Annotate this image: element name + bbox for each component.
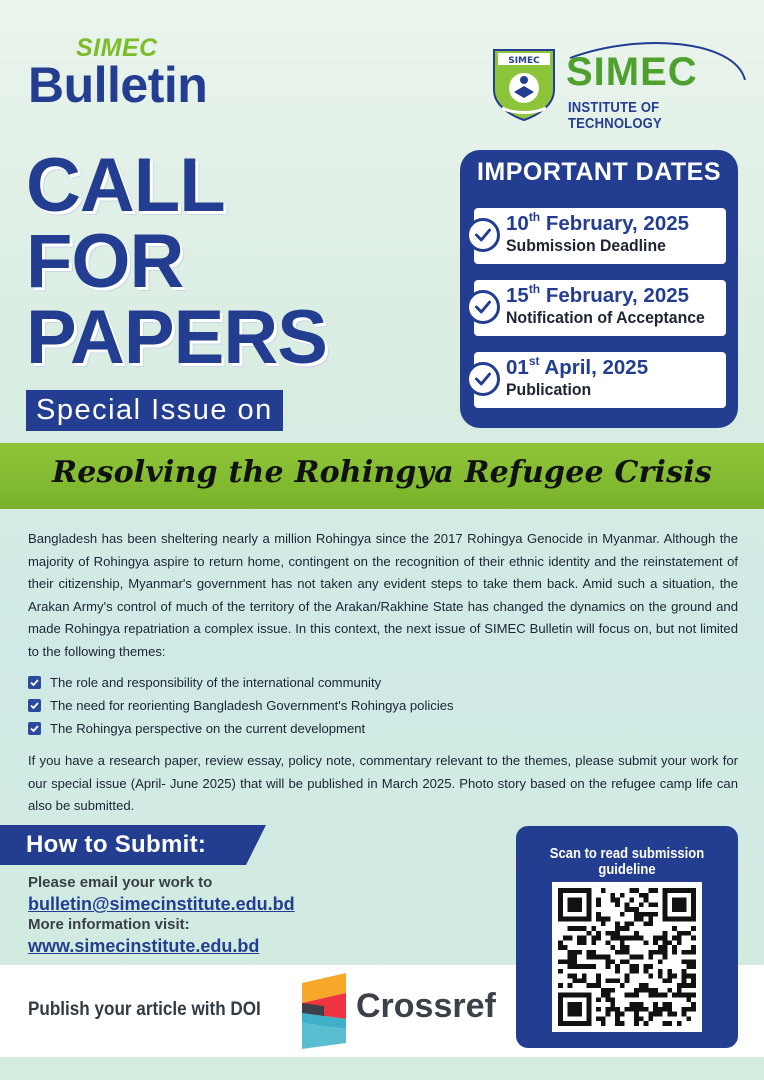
crossref-word: Crossref bbox=[356, 987, 496, 1025]
checkbox-checked-icon bbox=[28, 699, 41, 712]
submit-info bbox=[28, 874, 295, 958]
qr-caption: Scan to read submission guideline bbox=[549, 846, 705, 878]
qr-panel bbox=[516, 826, 738, 1048]
institute-subtitle: INSTITUTE OF TECHNOLOGY bbox=[568, 100, 662, 132]
crossref-logo bbox=[298, 973, 518, 1049]
theme-title: Resolving the Rohingya Refugee Crisis bbox=[52, 455, 712, 490]
institute-shield-icon bbox=[490, 46, 558, 122]
heading-line-call: CALL bbox=[26, 143, 225, 228]
check-circle-icon bbox=[466, 218, 500, 252]
theme-item-text: The need for reorienting Bangladesh Government's Rohingya policies bbox=[50, 698, 454, 713]
date-label: Submission Deadline bbox=[506, 236, 666, 255]
list-item bbox=[28, 694, 628, 717]
date-label: Publication bbox=[506, 380, 592, 399]
emblem-text: SIMEC bbox=[508, 56, 540, 66]
date-label: Notification of Acceptance bbox=[506, 308, 705, 327]
intro-paragraph: Bangladesh has been sheltering nearly a million Rohingya since the 2017 Rohingya Genocide in Myanmar. Although the majority of Rohingya aspire to return home, contingent on the recognition of their ethnic identity and the reinstatement of their citizenship, Myanmar's government has not taken any evident steps to take them back. Amid such a situation, the Arakan Army's control of much of the territory of the Arakan/Rakhine State has changed the dynamics on the ground and made Rohingya repatriation a complex issue. In this context, the next issue of SIMEC Bulletin will focus on, but not limited to the following themes: bbox=[28, 531, 738, 659]
doi-text: Publish your article with DOI bbox=[28, 999, 261, 1020]
date-value: 15th February, 2025 bbox=[506, 282, 690, 307]
theme-item-text: The role and responsibility of the international community bbox=[50, 675, 382, 690]
email-link[interactable]: bulletin@simecinstitute.edu.bd bbox=[28, 894, 295, 914]
list-item bbox=[28, 671, 628, 694]
bulletin-logo-word: Bulletin bbox=[28, 57, 208, 113]
special-issue-label: Special Issue on bbox=[26, 390, 283, 431]
email-prompt: Please email your work to bbox=[28, 874, 213, 891]
institute-name: SIMEC bbox=[566, 50, 698, 94]
info-prompt: More information visit: bbox=[28, 916, 190, 933]
simec-institute-logo bbox=[490, 46, 740, 132]
qr-code-icon bbox=[558, 888, 696, 1026]
date-value: 01st April, 2025 bbox=[506, 354, 649, 379]
themes-list bbox=[28, 671, 628, 740]
check-circle-icon bbox=[466, 362, 500, 396]
theme-item-text: The Rohingya perspective on the current development bbox=[50, 721, 366, 736]
qr-code[interactable] bbox=[552, 882, 702, 1032]
closing-paragraph: If you have a research paper, review essay, policy note, commentary relevant to the themes, please submit your work for our special issue (April- June 2025) that will be published in March 2025. Photo story based on the refugee camp life can also be submitted. bbox=[28, 753, 738, 813]
theme-banner bbox=[0, 443, 764, 509]
call-for-papers-heading bbox=[26, 143, 327, 431]
website-link[interactable]: www.simecinstitute.edu.bd bbox=[28, 936, 260, 956]
simec-bulletin-logo bbox=[28, 34, 238, 114]
date-card-publication bbox=[474, 352, 726, 408]
checkbox-checked-icon bbox=[28, 722, 41, 735]
how-to-submit-title: How to Submit: bbox=[0, 825, 246, 865]
crossref-mark-icon bbox=[298, 973, 354, 1049]
heading-line-for: FOR bbox=[26, 219, 184, 304]
important-dates-panel bbox=[460, 150, 738, 428]
bulletin-logo-simec: SIMEC bbox=[76, 34, 158, 62]
date-card-submission bbox=[474, 208, 726, 264]
date-card-notification bbox=[474, 280, 726, 336]
heading-line-papers: PAPERS bbox=[26, 295, 327, 380]
important-dates-title: IMPORTANT DATES bbox=[476, 158, 722, 186]
checkbox-checked-icon bbox=[28, 676, 41, 689]
date-value: 10th February, 2025 bbox=[506, 210, 690, 235]
list-item bbox=[28, 717, 628, 740]
check-circle-icon bbox=[466, 290, 500, 324]
